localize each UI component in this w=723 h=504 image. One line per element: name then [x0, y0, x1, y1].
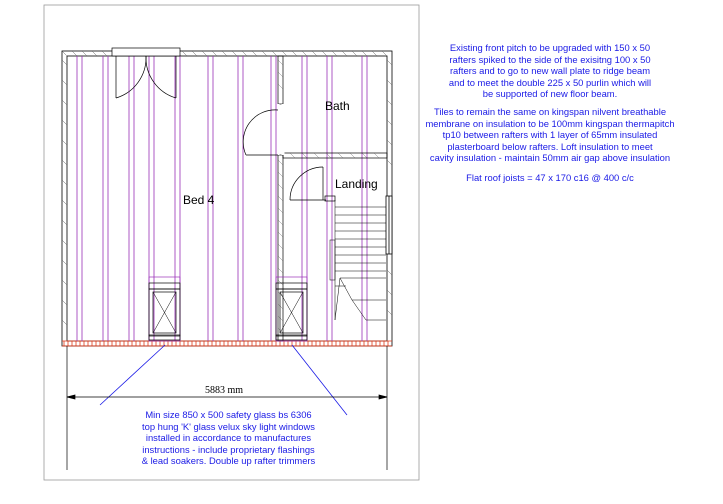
- note-line: and to meet the double 225 x 50 purlin which will: [448, 76, 652, 88]
- note-line: rafters spiked to the side of the exisitng 100 x 50: [449, 53, 651, 65]
- room-label-landing: Landing: [335, 177, 378, 191]
- double-door: [112, 48, 180, 98]
- note-line: Min size 850 x 500 safety glass bs 6306: [145, 409, 312, 420]
- note-line: membrane on insulation to be 100mm kingspan thermapitch: [425, 117, 675, 129]
- staircase: [330, 200, 386, 320]
- landing-door: [290, 167, 326, 200]
- dimension-label: 5883 mm: [205, 385, 244, 396]
- joists-note: Flat roof joists = 47 x 170 c16 @ 400 c/c: [466, 172, 634, 183]
- outer-walls: [62, 51, 392, 346]
- rafters: [77, 56, 367, 341]
- bath-door: [243, 104, 283, 155]
- note-line: plasterboard below rafters. Loft insulation to meet: [447, 140, 653, 152]
- note-line: & lead soakers. Double up rafter trimmers: [141, 455, 316, 467]
- note-line: tp10 between rafters with 1 layer of 65mm insulated: [442, 129, 658, 141]
- note-line: be supported of new floor beam.: [482, 88, 618, 100]
- leader-lines: [100, 345, 347, 415]
- room-label-bed: Bed 4: [183, 193, 215, 207]
- tiles-note: [405, 106, 695, 164]
- note-line: instructions - include proprietary flashings: [142, 443, 315, 455]
- note-line: Tiles to remain the same on kingspan nilvent breathable: [433, 106, 667, 117]
- wall-plate: [62, 341, 392, 346]
- note-line: cavity insulation - maintain 50mm air gap above insulation: [429, 152, 671, 164]
- note-line: top hung 'K' glass velux sky light windows: [142, 420, 315, 432]
- room-label-bath: Bath: [325, 99, 350, 113]
- note-line: Existing front pitch to be upgraded with 150 x 50: [449, 42, 651, 53]
- note-line: rafters and to go to new wall plate to ridge beam: [449, 65, 651, 77]
- note-line: installed in accordance to manufactures: [145, 432, 312, 444]
- velux-note: [100, 409, 357, 467]
- pitch-note: [405, 42, 695, 100]
- right-window: [386, 196, 392, 254]
